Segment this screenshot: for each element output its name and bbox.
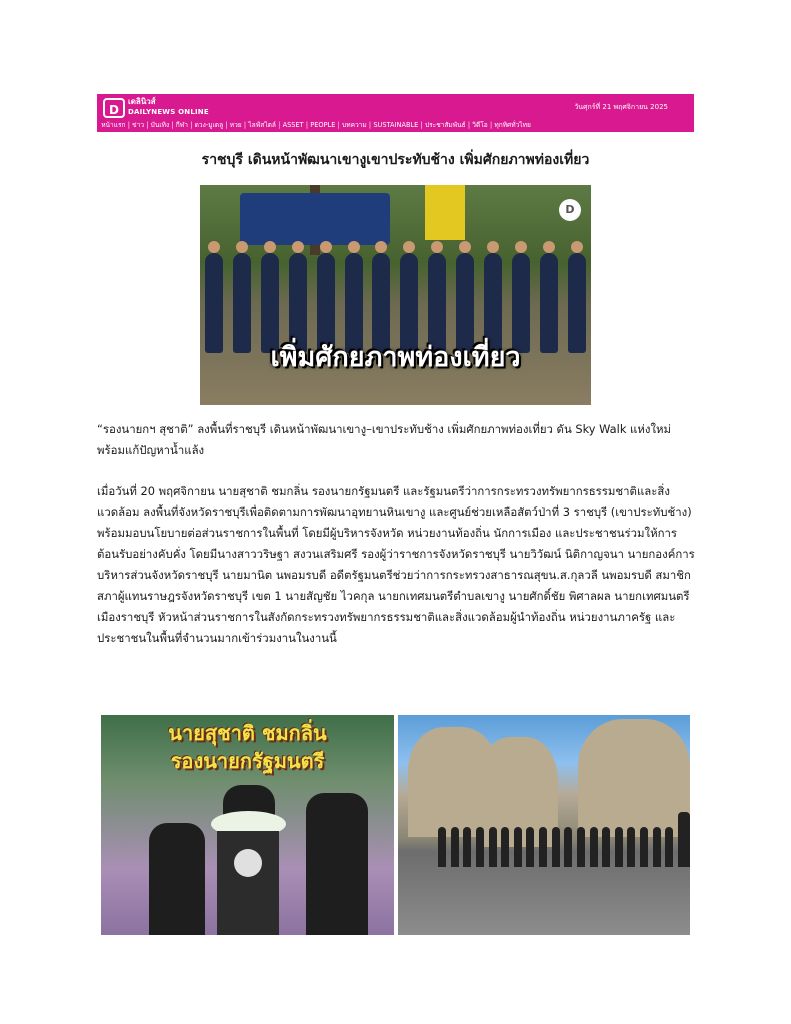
article-lead: “รองนายกฯ สุชาติ” ลงพื้นที่ราชบุรี เดินหน้าพัฒนาเขางู–เขาประทับช้าง เพิ่มศักยภาพท่องเที่ยว ดัน Sky Walk แห่งใหม่ พร้อมแก้ปัญหาน้ำแล้ง: [97, 422, 672, 457]
podium-photo: [101, 715, 394, 935]
nav-item-news[interactable]: ข่าว: [132, 121, 145, 129]
nav-item-pr[interactable]: ประชาสัมพันธ์: [424, 121, 466, 129]
nav-bar: หน้าแรก | ข่าว | บันเทิง | กีฬา | ดวง-มูเตลู | หวย | ไลฟ์สไตล์ | ASSET | PEOPLE | บทความ | SUSTAINABLE | ประชาสัมพันธ์ | วิดีโอ | ทุกทิศทั่วไทย: [99, 119, 692, 130]
nav-item-lottery[interactable]: หวย: [229, 121, 242, 129]
nav-item-lifestyle[interactable]: ไลฟ์สไตล์: [248, 121, 276, 129]
nav-item-articles[interactable]: บทความ: [342, 121, 367, 129]
photo-banner-name: นายสุชาติ ชมกลิ่น: [168, 721, 327, 745]
nav-item-sustainable[interactable]: SUSTAINABLE: [373, 120, 419, 129]
hero-photo: [200, 185, 591, 405]
brand-thai: เดลินิวส์: [128, 97, 156, 106]
nav-item-video[interactable]: วิดีโอ: [472, 121, 488, 129]
photo-banner-title: รองนายกรัฐมนตรี: [170, 749, 325, 773]
brand-english: DAILYNEWS ONLINE: [128, 108, 209, 116]
nav-item-sports[interactable]: กีฬา: [175, 121, 188, 129]
dailynews-logo[interactable]: D: [103, 98, 125, 118]
nav-item-people[interactable]: PEOPLE: [310, 120, 336, 129]
podium: [217, 831, 279, 935]
seal-emblem: [234, 849, 262, 877]
brand-block: [128, 97, 209, 117]
nav-item-home[interactable]: หน้าแรก: [101, 121, 126, 129]
nav-item-asset[interactable]: ASSET: [282, 120, 304, 129]
nav-item-entertainment[interactable]: บันเทิง: [150, 121, 170, 129]
nav-item-regional[interactable]: ทุกทิศทั่วไทย: [494, 121, 531, 129]
article-title: ราชบุรี เดินหน้าพัฒนาเขางูเขาประทับช้าง เพิ่มศักยภาพท่องเที่ยว: [201, 152, 590, 168]
article-body: เมื่อวันที่ 20 พฤศจิกายน นายสุชาติ ชมกลิ่น รองนายกรัฐมนตรี และรัฐมนตรีว่าการกระทรวงทรัพยากรธรรมชาติและสิ่งแวดล้อม ลงพื้นที่จังหวัดราชบุรีเพื่อติดตามการพัฒนาอุทยานหินเขางู และศูนย์ช่วยเหลือสัตว์ป่าที่ 3 ราชบุรี (เขาประทับช้าง) พร้อมมอบนโยบายต่อส่วนราชการในพื้นที่ โดยมีผู้บริหารจังหวัด หน่วยงานท้องถิ่น นักการเมือง และประชาชนร่วมให้การต้อนรับอย่างคับคั่ง โดยมีนางสาววริษฐา สงวนเสริมศรี รองผู้ว่าราชการจังหวัดราชบุรี นายวิวัฒน์ นิติกาญจนา นายกองค์การบริหารส่วนจังหวัดราชบุรี นายมานิต นพอมรบดี อดีตรัฐมนตรีช่วยว่าการกระทรวงสาธารณสุขน.ส.กุลวลี นพอมรบดี สมาชิกสภาผู้แทนราษฎรจังหวัดราชบุรี เขต 1 นายสัญชัย ไวคกุล นายกเทศมนตรีตำบลเขางู นายศักดิ์ชัย พิศาลผล นายกเทศมนตรีเมืองราชบุรี หัวหน้าส่วนราชการในสังกัดกระทรวงทรัพยากรธรรมชาติและสิ่งแวดล้อมผู้นำท้องถิ่น หน่วยงานภาครัฐ และประชาชนในพื้นที่จำนวนมากเข้าร่วมงานในงานนี้: [97, 484, 695, 645]
site-header: [97, 94, 694, 132]
group-mountain-photo: [398, 715, 690, 935]
dailynews-watermark-icon: D: [559, 199, 581, 221]
header-date: วันศุกร์ที่ 21 พฤศจิกายน 2025: [574, 103, 668, 111]
nav-item-horoscope[interactable]: ดวง-มูเตลู: [194, 121, 224, 129]
hero-caption: เพิ่มศักยภาพท่องเที่ยว: [270, 342, 521, 373]
